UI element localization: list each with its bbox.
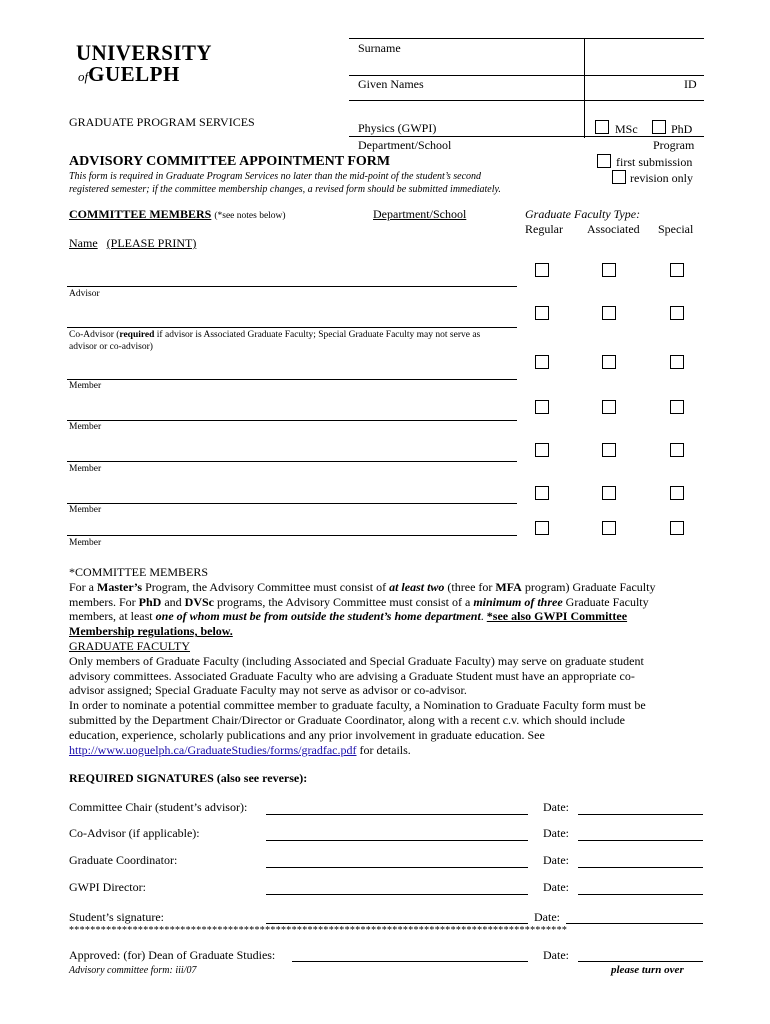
msc-label: MSc bbox=[615, 122, 638, 136]
notes-emph: MFA bbox=[495, 579, 522, 594]
gf-line2: advisory committees. Associated Graduate Faculty who are advising a Graduate Student must have an appropriate co- bbox=[69, 668, 635, 683]
gf-line4: In order to nominate a potential committee member to graduate faculty, a Nomination to Graduate Faculty form must be bbox=[69, 698, 646, 713]
department-name: GRADUATE PROGRAM SERVICES bbox=[69, 115, 255, 129]
faculty-type-header: Graduate Faculty Type: bbox=[525, 207, 641, 221]
notes-text: program) Graduate Faculty bbox=[521, 579, 656, 594]
msc-checkbox[interactable] bbox=[595, 120, 609, 134]
sig-line-coordinator[interactable] bbox=[266, 867, 528, 868]
program-label: Program bbox=[653, 138, 695, 152]
member1-line bbox=[67, 379, 517, 380]
notes-text: Program, the Advisory Committee must consist of bbox=[142, 579, 390, 594]
col-regular: Regular bbox=[525, 222, 563, 236]
notes-emph: Master’s bbox=[97, 579, 143, 594]
notes-text: members. For bbox=[69, 594, 139, 609]
member4-special-checkbox[interactable] bbox=[670, 486, 684, 500]
coadvisor-special-checkbox[interactable] bbox=[670, 306, 684, 320]
given-names-rule bbox=[349, 100, 704, 101]
notes-emph: DVSc bbox=[184, 594, 214, 609]
date-line-director[interactable] bbox=[578, 894, 703, 895]
revision-only-checkbox[interactable] bbox=[612, 170, 626, 184]
logo-of: of bbox=[78, 69, 89, 84]
member4-associated-checkbox[interactable] bbox=[602, 486, 616, 500]
date-label-student: Date: bbox=[534, 910, 560, 924]
advisor-line bbox=[67, 286, 517, 287]
form-intro-line2: registered semester; if the committee membership changes, a revised form should be submitted immediately. bbox=[69, 184, 501, 195]
logo-line1: UNIVERSITY bbox=[76, 40, 212, 65]
date-line-coordinator[interactable] bbox=[578, 867, 703, 868]
first-submission-checkbox[interactable] bbox=[597, 154, 611, 168]
given-names-label: Given Names bbox=[358, 77, 424, 91]
approved-label: Approved: (for) Dean of Graduate Studies: bbox=[69, 948, 276, 962]
committee-heading-note: (*see notes below) bbox=[214, 211, 286, 221]
notes-emph: PhD bbox=[138, 594, 162, 609]
member1-associated-checkbox[interactable] bbox=[602, 355, 616, 369]
date-label-approved: Date: bbox=[543, 948, 569, 962]
notes-emph: one of whom must be from outside the student’s home department bbox=[155, 609, 481, 624]
date-line-student[interactable] bbox=[566, 923, 703, 924]
member3-regular-checkbox[interactable] bbox=[535, 443, 549, 457]
sig-line-director[interactable] bbox=[266, 894, 528, 895]
gf-line6: education, experience, scholarly publications and any prior involvement in graduate education. See bbox=[69, 727, 545, 742]
sig-line-chair[interactable] bbox=[266, 814, 528, 815]
sig-line-student[interactable] bbox=[266, 923, 528, 924]
advisor-label: Advisor bbox=[69, 289, 100, 299]
notes-text: programs, the Advisory Committee must consist of a bbox=[214, 594, 474, 609]
surname-label: Surname bbox=[358, 41, 401, 55]
form-id: Advisory committee form: iii/07 bbox=[69, 965, 197, 976]
form-title: ADVISORY COMMITTEE APPOINTMENT FORM bbox=[69, 154, 391, 169]
university-logo bbox=[76, 40, 212, 86]
member4-regular-checkbox[interactable] bbox=[535, 486, 549, 500]
program-name: Physics (GWPI) bbox=[358, 121, 437, 135]
notes-section bbox=[69, 565, 709, 757]
logo-line2: GUELPH bbox=[88, 62, 180, 86]
advisor-regular-checkbox[interactable] bbox=[535, 263, 549, 277]
phd-checkbox[interactable] bbox=[652, 120, 666, 134]
sig-label-director: GWPI Director: bbox=[69, 880, 146, 894]
notes-emph: at least two bbox=[389, 579, 445, 594]
coadvisor-label-prefix: Co-Advisor ( bbox=[69, 330, 120, 340]
sig-label-chair: Committee Chair (student’s advisor): bbox=[69, 800, 248, 814]
member4-line bbox=[67, 503, 517, 504]
coadvisor-label-line2: advisor or co-advisor) bbox=[69, 342, 153, 352]
member3-special-checkbox[interactable] bbox=[670, 443, 684, 457]
date-label-coordinator: Date: bbox=[543, 853, 569, 867]
member4-label: Member bbox=[69, 505, 102, 515]
member2-regular-checkbox[interactable] bbox=[535, 400, 549, 414]
coadvisor-associated-checkbox[interactable] bbox=[602, 306, 616, 320]
program-rule bbox=[349, 136, 704, 137]
member5-label: Member bbox=[69, 538, 102, 548]
notes-text: Graduate Faculty bbox=[562, 594, 649, 609]
coadvisor-label-rest: if advisor is Associated Graduate Faculty; Special Graduate Faculty may not serve as bbox=[154, 330, 481, 340]
dept-school-header: Department/School bbox=[373, 207, 467, 221]
member2-associated-checkbox[interactable] bbox=[602, 400, 616, 414]
notes-text: (three for bbox=[444, 579, 496, 594]
member2-special-checkbox[interactable] bbox=[670, 400, 684, 414]
col-special: Special bbox=[658, 222, 694, 236]
date-line-chair[interactable] bbox=[578, 814, 703, 815]
advisor-special-checkbox[interactable] bbox=[670, 263, 684, 277]
member3-line bbox=[67, 461, 517, 462]
gf-line5: submitted by the Department Chair/Director or Graduate Coordinator, along with a recent c.v. which should include bbox=[69, 712, 625, 727]
advisor-associated-checkbox[interactable] bbox=[602, 263, 616, 277]
member5-line bbox=[67, 535, 517, 536]
member1-regular-checkbox[interactable] bbox=[535, 355, 549, 369]
member3-label: Member bbox=[69, 464, 102, 474]
name-header: Name bbox=[69, 236, 98, 250]
phd-label: PhD bbox=[671, 122, 693, 136]
header-divider bbox=[584, 38, 585, 138]
notes-text: For a bbox=[69, 579, 97, 594]
col-associated: Associated bbox=[587, 222, 640, 236]
star-separator: ********************************************************************************************** bbox=[69, 925, 568, 936]
member5-special-checkbox[interactable] bbox=[670, 521, 684, 535]
sig-label-student: Student’s signature: bbox=[69, 910, 164, 924]
coadvisor-regular-checkbox[interactable] bbox=[535, 306, 549, 320]
notes-emph: minimum of three bbox=[473, 594, 563, 609]
turn-over-note: please turn over bbox=[611, 964, 684, 976]
coadvisor-line bbox=[67, 327, 517, 328]
signatures-heading: REQUIRED SIGNATURES (also see reverse): bbox=[69, 771, 308, 785]
date-line-coadvisor[interactable] bbox=[578, 840, 703, 841]
sig-label-coadvisor: Co-Advisor (if applicable): bbox=[69, 826, 200, 840]
gradfac-link[interactable]: http://www.uoguelph.ca/GraduateStudies/forms/gradfac.pdf bbox=[69, 742, 357, 757]
coadvisor-label-required: required bbox=[119, 330, 155, 340]
member2-label: Member bbox=[69, 422, 102, 432]
member1-label: Member bbox=[69, 381, 102, 391]
notes-emph: *see also GWPI Committee bbox=[486, 609, 628, 624]
committee-heading: COMMITTEE MEMBERS bbox=[69, 207, 212, 221]
notes-heading: *COMMITTEE MEMBERS bbox=[69, 565, 209, 579]
name-header-note: (PLEASE PRINT) bbox=[106, 236, 197, 250]
member5-regular-checkbox[interactable] bbox=[535, 521, 549, 535]
member1-special-checkbox[interactable] bbox=[670, 355, 684, 369]
sig-line-coadvisor[interactable] bbox=[266, 840, 528, 841]
gf-line1: Only members of Graduate Faculty (including Associated and Special Graduate Faculty) may serve on graduate student bbox=[69, 653, 644, 668]
notes-text: . bbox=[480, 609, 487, 624]
form-intro-line1: This form is required in Graduate Program Services no later than the mid-point of the student’s second bbox=[69, 171, 482, 182]
date-label-director: Date: bbox=[543, 880, 569, 894]
date-line-approved[interactable] bbox=[578, 961, 703, 962]
approved-sig-line[interactable] bbox=[292, 961, 528, 962]
department-school-label: Department/School bbox=[358, 138, 452, 152]
date-label-chair: Date: bbox=[543, 800, 569, 814]
revision-only-label: revision only bbox=[630, 171, 693, 185]
sig-label-coordinator: Graduate Coordinator: bbox=[69, 853, 178, 867]
notes-text: and bbox=[161, 594, 185, 609]
member5-associated-checkbox[interactable] bbox=[602, 521, 616, 535]
surname-rule bbox=[349, 75, 704, 76]
notes-text: members, at least bbox=[69, 609, 156, 624]
id-label: ID bbox=[684, 77, 697, 91]
gradfac-link-after: for details. bbox=[356, 742, 411, 757]
notes-emph: Membership regulations, below. bbox=[69, 624, 233, 639]
gf-line3: advisor assigned; Special Graduate Faculty may not serve as advisor or co-advisor. bbox=[69, 683, 467, 698]
header-top-rule bbox=[349, 38, 704, 39]
date-label-coadvisor: Date: bbox=[543, 826, 569, 840]
member3-associated-checkbox[interactable] bbox=[602, 443, 616, 457]
first-submission-label: first submission bbox=[616, 155, 693, 169]
member2-line bbox=[67, 420, 517, 421]
graduate-faculty-heading: GRADUATE FACULTY bbox=[69, 638, 191, 653]
